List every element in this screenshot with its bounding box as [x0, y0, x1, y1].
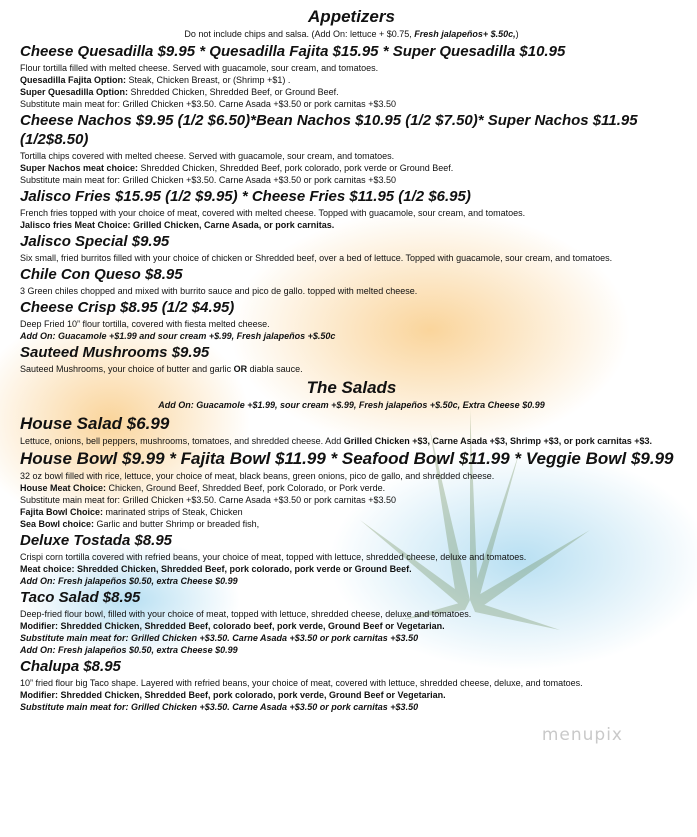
menu-item-label: Modifier: Shredded Chicken, Shredded Beef, colorado beef, pork verde, Ground Beef or Vegetarian. — [20, 621, 445, 631]
menu-item-text: Lettuce, onions, bell peppers, mushrooms, tomatoes, and shredded cheese. Add — [20, 436, 344, 446]
menu-item-description — [20, 701, 683, 713]
appetizers-list — [20, 42, 683, 375]
menu-item-description — [20, 644, 683, 656]
menu-item-addon: Add On: Guacamole +$1.99 and sour cream +$.99, Fresh jalapeños +$.50c — [20, 331, 336, 341]
menu-item-description — [20, 470, 683, 482]
menu-item — [20, 111, 683, 186]
menu-item-text: Substitute main meat for: Grilled Chicken +$3.50. Carne Asada +$3.50 or pork carnitas +$3.50 — [20, 495, 396, 505]
menu-item-text: Six small, fried burritos filled with your choice of chicken or Shredded beef, over a bed of lettuce. Topped with guacamole, sour cream, and tomatoes. — [20, 253, 613, 263]
appetizers-note-bold: Fresh jalapeños+ $.50c, — [414, 29, 516, 39]
menu-item-addon: Add On: Fresh jalapeños $0.50, extra Cheese $0.99 — [20, 645, 238, 655]
menu-item-description — [20, 62, 683, 74]
menu-item-description — [20, 318, 683, 330]
menu-item-title: Jalisco Special $9.95 — [20, 233, 170, 250]
menu-item-title: Cheese Crisp $8.95 (1/2 $4.95) — [20, 299, 235, 316]
menu-item-text: Substitute main meat for: Grilled Chicken +$3.50. Carne Asada +$3.50 or pork carnitas +$3.50 — [20, 175, 396, 185]
menu-item — [20, 298, 683, 342]
menu-item-text: Deep Fried 10” flour tortilla, covered with fiesta melted cheese. — [20, 319, 270, 329]
menu-item-description — [20, 518, 683, 530]
menu-item — [20, 413, 683, 447]
menu-item — [20, 588, 683, 656]
menu-item-label: Sea Bowl choice: — [20, 519, 95, 529]
menu-item-text: French fries topped with your choice of meat, covered with melted cheese. Topped with guacamole, sour cream, and tomatoes. — [20, 208, 526, 218]
menu-item-title: Deluxe Tostada $8.95 — [20, 532, 173, 549]
menu-item-label: Fajita Bowl Choice: — [20, 507, 104, 517]
menu-item-text: Garlic and butter Shrimp or breaded fish, — [94, 519, 260, 529]
menu-item-title: Chalupa $8.95 — [20, 658, 121, 675]
menu-item-text: Shredded Chicken, Shredded Beef, pork colorado, pork verde or Ground Beef. — [138, 163, 454, 173]
menu-item-text: marinated strips of Steak, Chicken — [103, 507, 243, 517]
menu-item-description — [20, 330, 683, 342]
salads-title: The Salads — [306, 378, 397, 397]
menu-item-text: Deep-fried flour bowl, filled with your choice of meat, topped with lettuce, shredded cheese, deluxe and tomatoes. — [20, 609, 472, 619]
menu-item-bold-text: Grilled Chicken +$3, Carne Asada +$3, Shrimp +$3, or pork carnitas +$3. — [343, 436, 653, 446]
menu-item-label: Quesadilla Fajita Option: — [20, 75, 127, 85]
menu-item-description — [20, 285, 683, 297]
menu-item-text: Crispi corn tortilla covered with refried beans, your choice of meat, topped with lettuce, shredded cheese, deluxe and tomatoes. — [20, 552, 527, 562]
menu-item — [20, 232, 683, 264]
menu-item-description — [20, 74, 683, 86]
menu-item-description — [20, 252, 683, 264]
menu-item-text-end: diabla sauce. — [247, 364, 303, 374]
menu-item-label: Meat choice: Shredded Chicken, Shredded Beef, pork colorado, pork verde or Ground Beef. — [20, 564, 412, 574]
watermark-logo: menupix — [541, 725, 623, 745]
menu-item-description — [20, 86, 683, 98]
menu-item — [20, 657, 683, 713]
menu-item — [20, 343, 683, 375]
appetizers-note-end: ) — [515, 29, 519, 39]
menu-item-text: Chicken, Ground Beef, Shredded Beef, pork Colorado, or Pork verde. — [106, 483, 386, 493]
menu-item-addon: Add On: Fresh jalapeños $0.50, extra Cheese $0.99 — [20, 576, 238, 586]
menu-item-description — [20, 506, 683, 518]
appetizers-note-text: Do not include chips and salsa. (Add On: lettuce + $0.75, — [184, 29, 415, 39]
menu-item-description — [20, 482, 683, 494]
menu-item — [20, 42, 683, 110]
menu-item-text: Steak, Chicken Breast, or (Shrimp +$1) . — [126, 75, 291, 85]
menu-item — [20, 265, 683, 297]
menu-item-description — [20, 174, 683, 186]
menu-item-description — [20, 150, 683, 162]
menu-item-title: Chile Con Queso $8.95 — [20, 266, 183, 283]
menu-item-label: Jalisco fries Meat Choice: Grilled Chicken, Carne Asada, or pork carnitas. — [20, 220, 335, 230]
menu-item-description — [20, 207, 683, 219]
menu-item-addon: Substitute main meat for: Grilled Chicken +$3.50. Carne Asada +$3.50 or pork carnitas +$3.50 — [20, 702, 419, 712]
menu-item — [20, 448, 683, 530]
menu-item-text: 10” fried flour big Taco shape. Layered with refried beans, your choice of meat, covered with lettuce, shredded cheese, deluxe, and tomatoes. — [20, 678, 583, 688]
menu-item-description — [20, 563, 683, 575]
menu-item-title: Jalisco Fries $15.95 (1/2 $9.95) * Cheese Fries $11.95 (1/2 $6.95) — [20, 188, 471, 205]
appetizers-title: Appetizers — [308, 7, 395, 26]
menu-item-text: Substitute main meat for: Grilled Chicken +$3.50. Carne Asada +$3.50 or pork carnitas +$3.50 — [20, 99, 396, 109]
menu-item-title: Cheese Nachos $9.95 (1/2 $6.50)*Bean Nachos $10.95 (1/2 $7.50)* Super Nachos $11.95 (1/2$8.50) — [20, 112, 638, 148]
menu-item-text: Sauteed Mushrooms, your choice of butter and garlic — [20, 364, 234, 374]
appetizers-note — [20, 28, 683, 40]
menu-item-title: Sauteed Mushrooms $9.95 — [20, 344, 210, 361]
menu-item-description — [20, 98, 683, 110]
menu-item-description — [20, 162, 683, 174]
menu-item-label: House Meat Choice: — [20, 483, 107, 493]
menu-item-label: Super Quesadilla Option: — [20, 87, 129, 97]
menu-item-description — [20, 575, 683, 587]
menu-item-description — [20, 435, 683, 447]
menu-item-text: Tortilla chips covered with melted cheese. Served with guacamole, sour cream, and tomatoes. — [20, 151, 395, 161]
menu-item-description — [20, 620, 683, 632]
menu-item-description — [20, 551, 683, 563]
menu-item-description — [20, 219, 683, 231]
salads-list — [20, 413, 683, 713]
menu-item — [20, 187, 683, 231]
menu-item-title: House Bowl $9.99 * Fajita Bowl $11.99 * Seafood Bowl $11.99 * Veggie Bowl $9.99 — [20, 449, 674, 468]
menu-item-description — [20, 632, 683, 644]
menu-item — [20, 531, 683, 587]
menu-item-title: Taco Salad $8.95 — [20, 589, 141, 606]
menu-item-description — [20, 689, 683, 701]
menu-item-text: 3 Green chiles chopped and mixed with burrito sauce and pico de gallo. topped with melted cheese. — [20, 286, 418, 296]
menu-item-label: Super Nachos meat choice: — [20, 163, 139, 173]
menu-item-description — [20, 363, 683, 375]
menu-item-label: Modifier: Shredded Chicken, Shredded Beef, pork colorado, pork verde, Ground Beef or Vegetarian. — [20, 690, 446, 700]
menu-item-text: Shredded Chicken, Shredded Beef, or Ground Beef. — [128, 87, 339, 97]
menu-item-description — [20, 608, 683, 620]
salads-note: Add On: Guacamole +$1.99, sour cream +$.99, Fresh jalapeños +$.50c, Extra Cheese $0.99 — [158, 400, 545, 410]
menu-item-title: Cheese Quesadilla $9.95 * Quesadilla Fajita $15.95 * Super Quesadilla $10.95 — [20, 43, 566, 60]
menu-item-description — [20, 677, 683, 689]
menu-item-text: Flour tortilla filled with melted cheese. Served with guacamole, sour cream, and tomatoes. — [20, 63, 379, 73]
menu-item-description — [20, 494, 683, 506]
menu-item-title: House Salad $6.99 — [20, 414, 170, 433]
menu-item-bold-text: OR — [233, 364, 248, 374]
menu-item-addon: Substitute main meat for: Grilled Chicken +$3.50. Carne Asada +$3.50 or pork carnitas +$3.50 — [20, 633, 419, 643]
menu-item-text: 32 oz bowl filled with rice, lettuce, your choice of meat, black beans, green onions, pico de gallo, and shredded cheese. — [20, 471, 495, 481]
